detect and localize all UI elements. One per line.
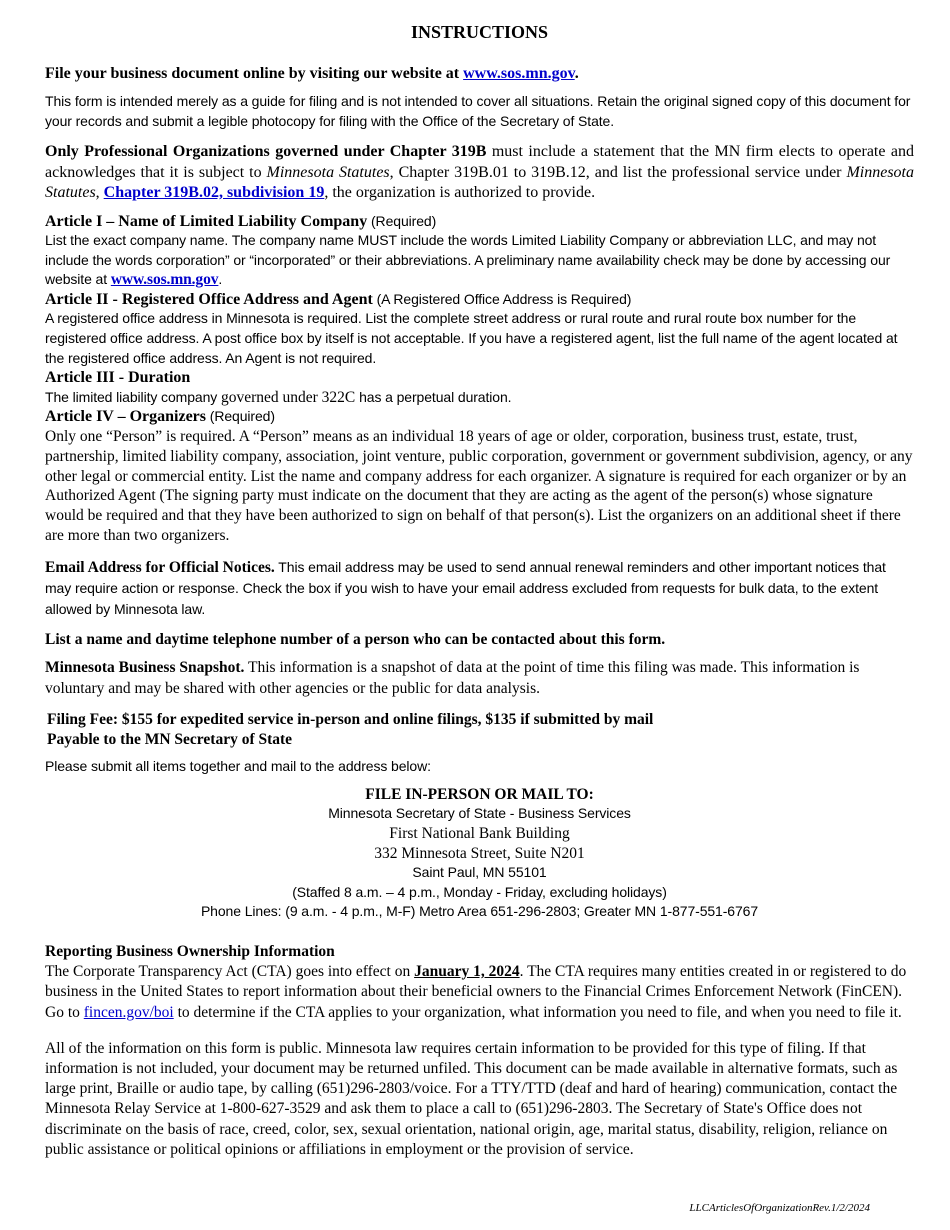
- email-heading: Email Address for Official Notices.: [45, 558, 275, 576]
- address-line-4: Saint Paul, MN 55101: [412, 864, 547, 881]
- fincen-link[interactable]: fincen.gov/boi: [83, 1003, 174, 1021]
- article-2-body: A registered office address in Minnesota is required. List the complete street address or rural route and rural route box number for the registered office address. A post office box by itself is not acceptable. If you have a registered agent, list the full name of the agent located at the registered office address. An Agent is not required.: [45, 310, 898, 366]
- payable-line: Payable to the MN Secretary of State: [47, 730, 293, 748]
- page-title: INSTRUCTIONS: [410, 22, 549, 42]
- ownership-section: [45, 942, 914, 1023]
- article-1-text: List the exact company name. The company name MUST include the words Limited Liability Company or abbreviation LLC, and may not include the words corporation” or “incorporated” or their abbreviations. A preliminary name availability check may be done by accessing our website at: [45, 232, 891, 288]
- professional-text-1: must include a statement that the MN firm elects to operate and acknowledges that it is subject to: [45, 143, 914, 181]
- chapter-319b-link[interactable]: Chapter 319B.02, subdivision 19: [103, 184, 325, 201]
- phone-lines: Phone Lines: (9 a.m. - 4 p.m., M-F) Metro Area 651-296-2803; Greater MN 1-877-551-6767: [200, 903, 759, 920]
- email-body: This email address may be used to send annual renewal reminders and other important notices that may require action or response. Check the box if you wish to have your email address excluded from requests for bulk data, to the extent allowed by Minnesota law.: [45, 558, 886, 617]
- article-2-heading: Article II - Registered Office Address and Agent: [45, 290, 373, 308]
- mailing-address-block: [45, 785, 914, 922]
- ownership-text-1: The Corporate Transparency Act (CTA) goes into effect on: [45, 963, 415, 981]
- email-paragraph: [45, 557, 914, 620]
- article-1-body: [45, 231, 914, 290]
- article-4-body: Only one “Person” is required. A “Person” means as an individual 18 years of age or older, corporation, business trust, estate, trust, partnership, limited liability company, association, joint venture, public corporation, government or government subdivision, agency, or any other legal or commercial entity. List the name and company address for each organizer. A signature is required for each organizer or by an Authorized Agent (The signing party must indicate on the document that they are acting as the agent of the person(s) whose signature would be required and that they have been authorized to sign on behalf of that person(s). List the organizers on an additional sheet if there are more than two organizers.: [45, 428, 913, 545]
- article-3-heading: Article III - Duration: [45, 369, 191, 387]
- ownership-heading: Reporting Business Ownership Information: [45, 942, 335, 960]
- address-line-3: 332 Minnesota Street, Suite N201: [374, 844, 585, 862]
- professional-text-3: ,: [95, 184, 104, 201]
- article-3-text-3: has a perpetual duration.: [355, 388, 512, 405]
- article-1-required: (Required): [367, 212, 437, 229]
- address-line-2: First National Bank Building: [389, 825, 570, 842]
- article-2: [45, 290, 914, 368]
- statutes-italic-1: Minnesota Statutes: [266, 163, 390, 181]
- ownership-body: [45, 962, 914, 1023]
- professional-heading: Only Professional Organizations governed under Chapter 319B: [45, 143, 487, 160]
- article-3-text-1: The limited liability company: [45, 388, 221, 405]
- article-4-heading: Article IV – Organizers: [45, 408, 206, 426]
- cta-date: January 1, 2024: [414, 963, 520, 981]
- professional-paragraph: [45, 142, 914, 204]
- article-1: [45, 212, 914, 290]
- address-heading: FILE IN-PERSON OR MAIL TO:: [365, 785, 594, 803]
- snapshot-paragraph: [45, 657, 914, 699]
- ownership-text-3: to determine if the CTA applies to your organization, what information you need to file, and when you need to file it.: [173, 1003, 902, 1021]
- address-line-1: Minnesota Secretary of State - Business Services: [328, 805, 631, 822]
- ownership-text-2: . The CTA requires many entities created in or registered to do business in the United States to report information about their beneficial owners to the Financial Crimes Enforcement Network (FinCEN). Go to: [45, 963, 907, 1021]
- article-1-heading: Article I – Name of Limited Liability Company: [45, 212, 368, 230]
- sos-website-link-2[interactable]: www.sos.mn.gov: [110, 271, 219, 289]
- article-3: [45, 368, 914, 407]
- form-revision-footer: LLCArticlesOfOrganizationRev.1/2/2024: [689, 1202, 870, 1214]
- article-1-end: .: [218, 271, 223, 288]
- intro-paragraph: This form is intended merely as a guide for filing and is not intended to cover all situations. Retain the original signed copy of this document for your records and submit a legible photocopy for filing with the Office of the Secretary of State.: [45, 93, 911, 129]
- statutes-italic-2: Minnesota Statutes: [45, 163, 914, 201]
- article-4-required: (Required): [206, 408, 275, 425]
- articles-section: [45, 212, 914, 546]
- online-filing-line: [45, 65, 914, 83]
- professional-text-4: , the organization is authorized to provide.: [324, 184, 596, 201]
- article-4: [45, 407, 914, 545]
- article-3-body: [45, 388, 914, 408]
- filing-fee-line: Filing Fee: $155 for expedited service in-person and online filings, $135 if submitted by mail: [47, 710, 654, 728]
- staffed-hours: (Staffed 8 a.m. – 4 p.m., Monday - Friday, excluding holidays): [292, 883, 667, 900]
- sos-website-link[interactable]: www.sos.mn.gov: [463, 65, 575, 82]
- filing-fee-block: [45, 710, 914, 750]
- contact-line: List a name and daytime telephone number of a person who can be contacted about this form.: [45, 630, 666, 648]
- submit-line: Please submit all items together and mail to the address below:: [45, 757, 431, 774]
- snapshot-body: This information is a snapshot of data at the point of time this filing was made. This information is voluntary and may be shared with other agencies or the public for data analysis.: [45, 658, 860, 697]
- online-suffix: .: [574, 65, 579, 82]
- online-prefix: File your business document online by visiting our website at: [45, 65, 464, 82]
- professional-text-2: , Chapter 319B.01 to 319B.12, and list the professional service under: [389, 163, 847, 181]
- snapshot-heading: Minnesota Business Snapshot.: [45, 658, 245, 676]
- public-notice: All of the information on this form is public. Minnesota law requires certain information to be provided for this type of filing. If that information is not included, your document may be returned unfiled. This document can be made available in alternative formats, such as large print, Braille or audio tape, by calling (651)296-2803/voice. For a TTY/TTD (deaf and hard of hearing) communication, contact the Minnesota Relay Service at 1-800-627-3529 and ask them to place a call to (651)296-2803. The Secretary of State's Office does not discriminate on the basis of race, creed, color, sex, sexual orientation, national origin, age, marital status, disability, religion, reliance on public assistance or political opinions or affiliations in employment or the provision of service.: [45, 1039, 898, 1158]
- article-3-text-2: governed under 322C: [220, 388, 356, 406]
- article-2-required: (A Registered Office Address is Required): [372, 290, 632, 307]
